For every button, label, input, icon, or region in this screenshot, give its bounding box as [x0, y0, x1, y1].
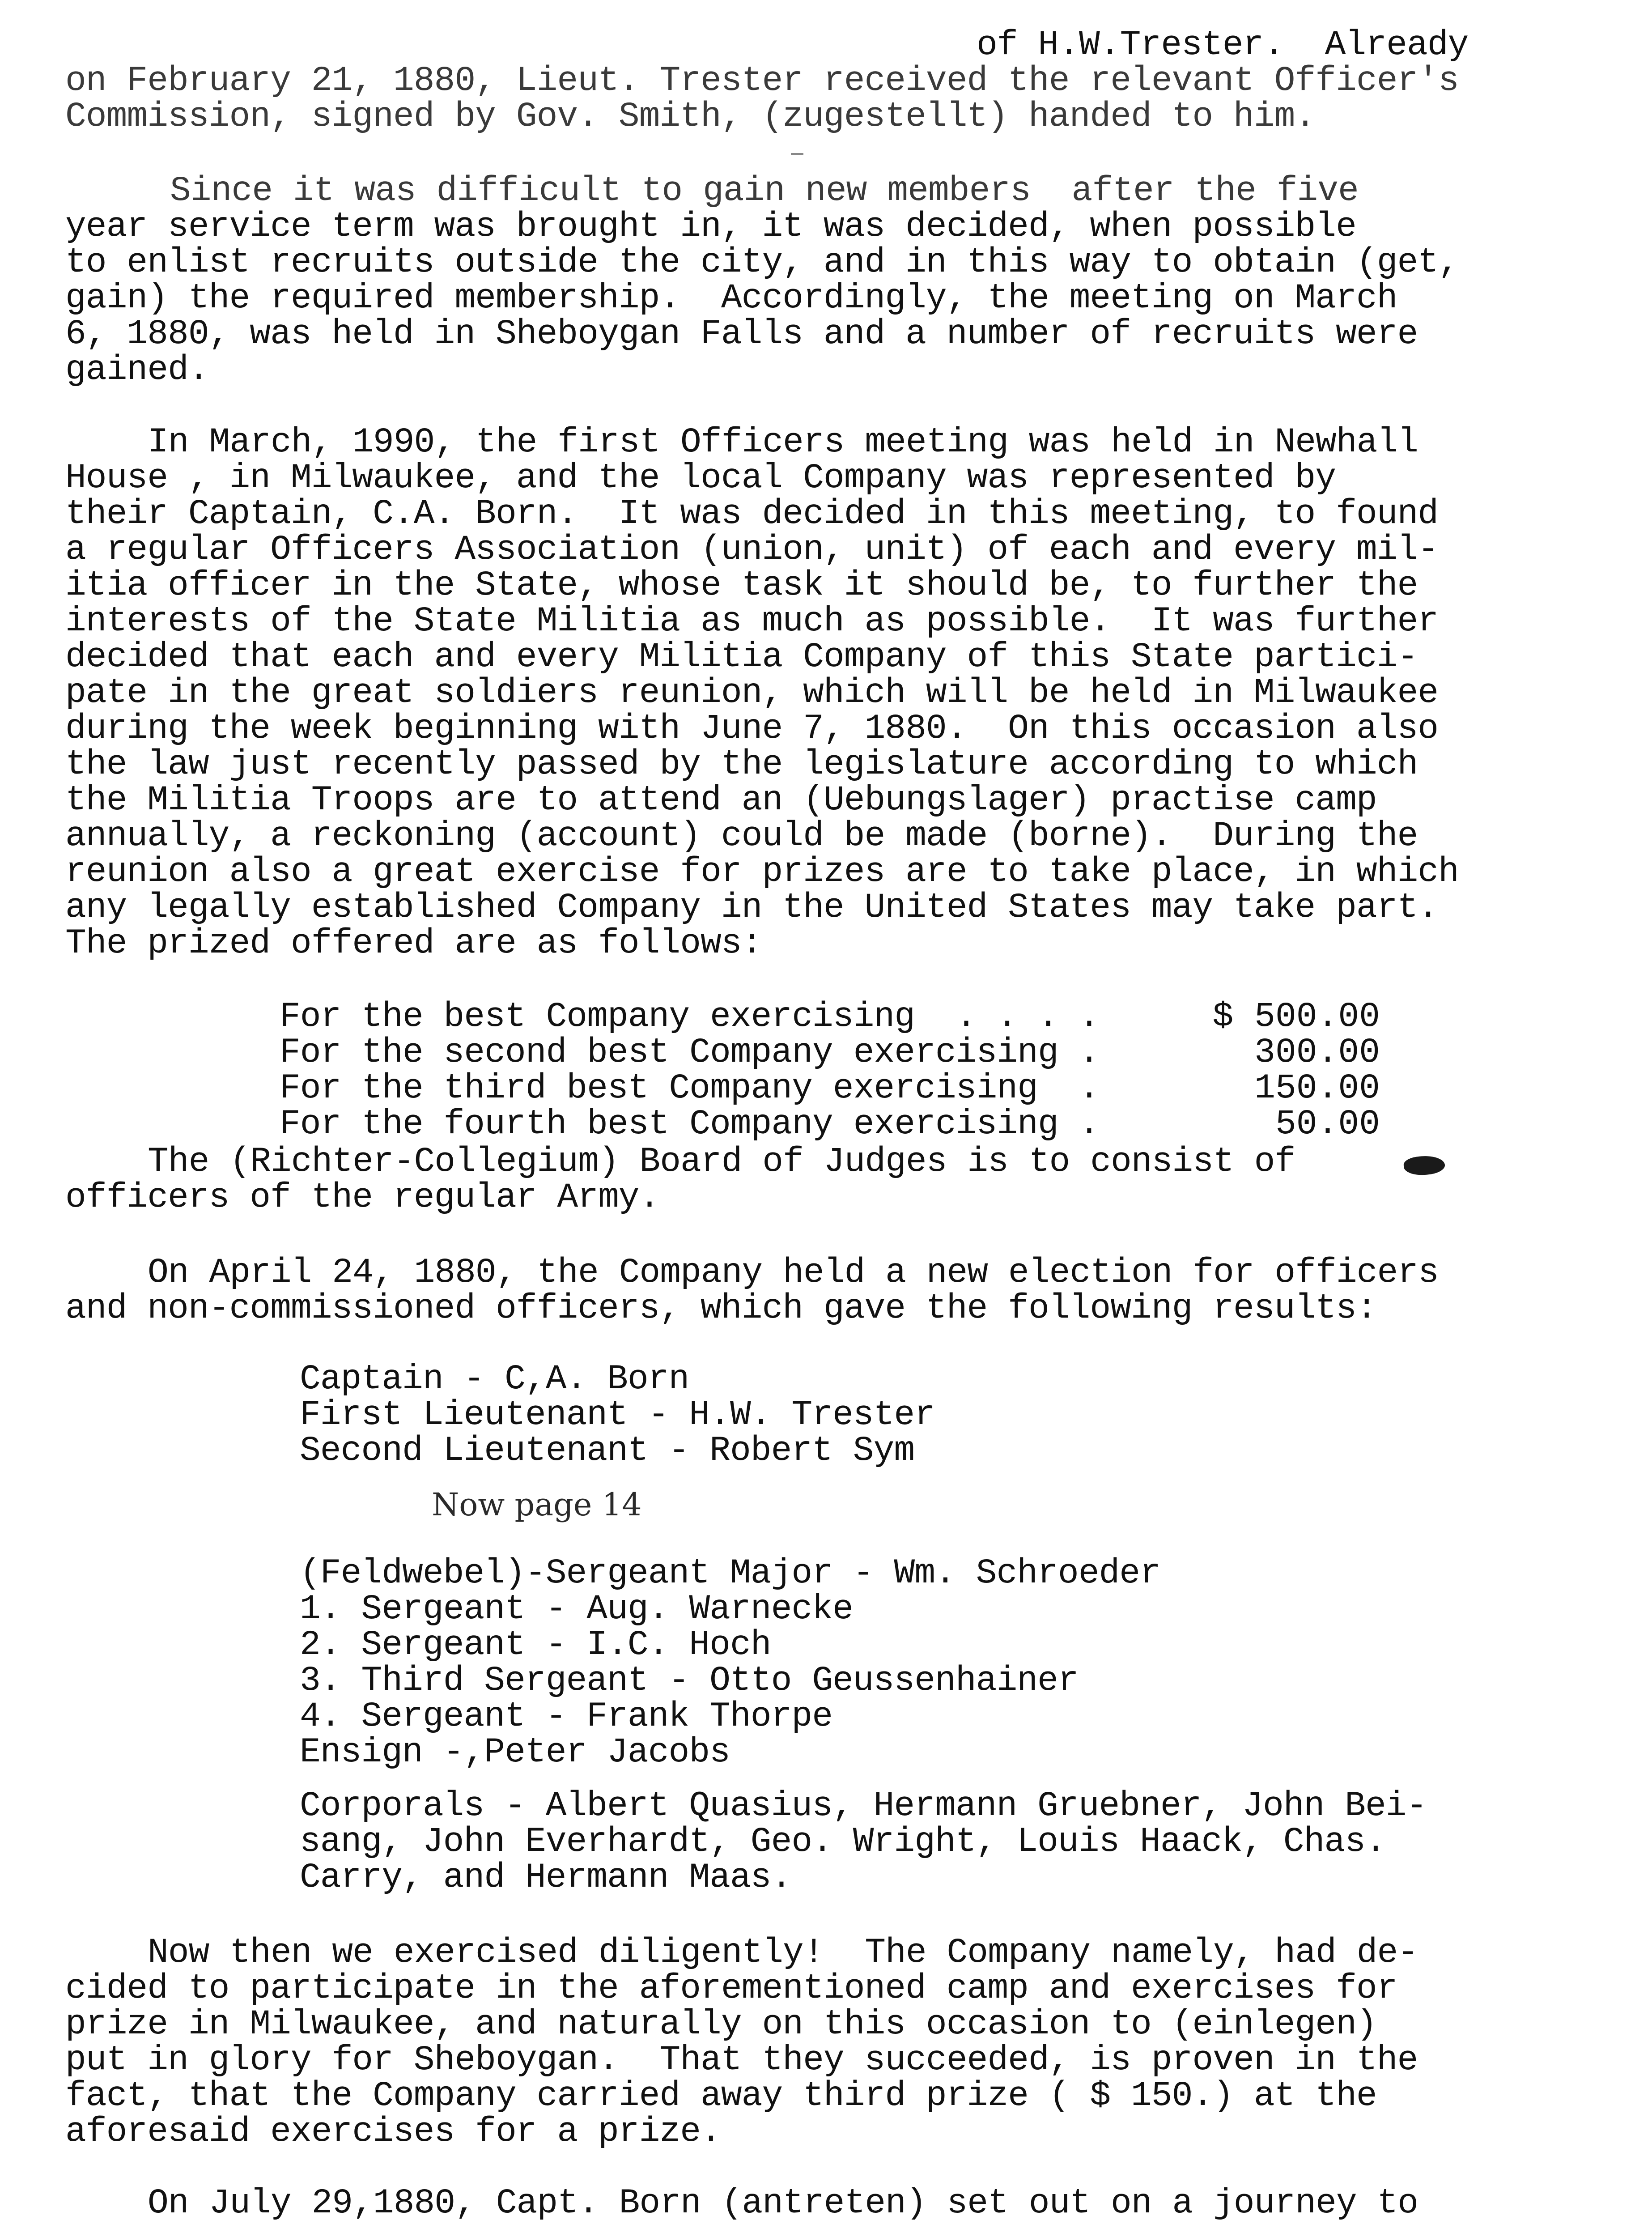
p2-line-1: In March, 1990, the first Officers meeting was held in Newhall	[148, 423, 1418, 462]
p2-line-10: the law just recently passed by the legislature according to which	[65, 745, 1418, 784]
p2-line-4: a regular Officers Association (union, unit) of each and every mil-	[65, 530, 1439, 570]
p5-line-3: prize in Milwaukee, and naturally on this occasion to (einlegen)	[65, 2005, 1377, 2044]
officer-item: First Lieutenant - H.W. Trester	[300, 1395, 935, 1435]
p2-line-7: decided that each and every Militia Company of this State partici-	[65, 638, 1418, 677]
p5-line-4: put in glory for Sheboygan. That they succeeded, is proven in the	[65, 2041, 1418, 2080]
ink-blot	[1403, 1155, 1446, 1176]
p5-line-1: Now then we exercised diligently! The Company namely, had de-	[148, 1933, 1418, 1973]
p3-line-1: The (Richter-Collegium) Board of Judges is to consist of	[148, 1142, 1295, 1182]
p4-line-1: On April 24, 1880, the Company held a new election for officers	[148, 1253, 1439, 1293]
prize-label: For the fourth best Company exercising .	[280, 1105, 1100, 1144]
corporals-line: Carry, and Hermann Maas.	[300, 1858, 792, 1897]
officer-item: Second Lieutenant - Robert Sym	[300, 1431, 915, 1471]
p1-line-3: to enlist recruits outside the city, and in this way to obtain (get,	[65, 243, 1459, 282]
p1-line-4: gain) the required membership. Accordingly, the meeting on March	[65, 279, 1397, 318]
prize-label: For the best Company exercising . . . .	[280, 997, 1100, 1037]
p2-line-13: reunion also a great exercise for prizes are to take place, in which	[65, 852, 1459, 892]
prize-amount: 300.00	[1254, 1033, 1380, 1072]
officer-item: Captain - C,A. Born	[300, 1360, 689, 1399]
prize-label: For the second best Company exercising .	[280, 1033, 1100, 1072]
nco-item: Ensign -,Peter Jacobs	[300, 1733, 730, 1772]
nco-item: 3. Third Sergeant - Otto Geussenhainer	[300, 1661, 1079, 1701]
nco-item: 4. Sergeant - Frank Thorpe	[300, 1697, 832, 1736]
header-line-3: Commission, signed by Gov. Smith, (zugestellt) handed to him.	[65, 97, 1316, 136]
page-note: Now page 14	[432, 1486, 642, 1523]
p5-line-6: aforesaid exercises for a prize.	[65, 2112, 721, 2152]
header-line-2: on February 21, 1880, Lieut. Trester received the relevant Officer's	[65, 61, 1459, 101]
p5-line-5: fact, that the Company carried away third prize ( $ 150.) at the	[65, 2076, 1377, 2116]
p1-line-6: gained.	[65, 350, 209, 390]
prize-amount: $ 500.00	[1212, 997, 1380, 1037]
header-line-1: of H.W.Trester. Already	[977, 26, 1469, 65]
nco-item: 2. Sergeant - I.C. Hoch	[300, 1625, 771, 1665]
p5-line-2: cided to participate in the aforementioned camp and exercises for	[65, 1969, 1397, 2008]
p1-line-5: 6, 1880, was held in Sheboygan Falls and a number of recruits were	[65, 315, 1418, 354]
corporals-line: Corporals - Albert Quasius, Hermann Gruebner, John Bei-	[300, 1786, 1427, 1826]
p3-line-2: officers of the regular Army.	[65, 1178, 660, 1217]
p2-line-2: House , in Milwaukee, and the local Company was represented by	[65, 459, 1336, 498]
p1-line-1: Since it was difficult to gain new members after the five	[170, 171, 1359, 211]
corporals-line: sang, John Everhardt, Geo. Wright, Louis Haack, Chas.	[300, 1822, 1386, 1862]
p2-line-14: any legally established Company in the United States may take part.	[65, 888, 1439, 927]
p2-line-12: annually, a reckoning (account) could be made (borne). During the	[65, 817, 1418, 856]
nco-item: 1. Sergeant - Aug. Warnecke	[300, 1590, 853, 1629]
stray-mark	[791, 153, 803, 155]
p2-line-6: interests of the State Militia as much as possible. It was further	[65, 602, 1439, 641]
p2-line-9: during the week beginning with June 7, 1880. On this occasion also	[65, 709, 1439, 749]
p2-line-15: The prized offered are as follows:	[65, 924, 762, 963]
p2-line-3: their Captain, C.A. Born. It was decided in this meeting, to found	[65, 494, 1439, 534]
nco-item: (Feldwebel)-Sergeant Major - Wm. Schroeder	[300, 1554, 1160, 1593]
p2-line-5: itia officer in the State, whose task it should be, to further the	[65, 566, 1418, 605]
p6-line-1: On July 29,1880, Capt. Born (antreten) set out on a journey to	[148, 2184, 1418, 2223]
prize-amount: 50.00	[1275, 1105, 1380, 1144]
p2-line-11: the Militia Troops are to attend an (Uebungslager) practise camp	[65, 781, 1377, 820]
prize-label: For the third best Company exercising .	[280, 1069, 1100, 1108]
p4-line-2: and non-commissioned officers, which gave the following results:	[65, 1289, 1377, 1328]
p2-line-8: pate in the great soldiers reunion, which will be held in Milwaukee	[65, 673, 1439, 713]
prize-amount: 150.00	[1254, 1069, 1380, 1108]
p1-line-2: year service term was brought in, it was decided, when possible	[65, 207, 1356, 247]
